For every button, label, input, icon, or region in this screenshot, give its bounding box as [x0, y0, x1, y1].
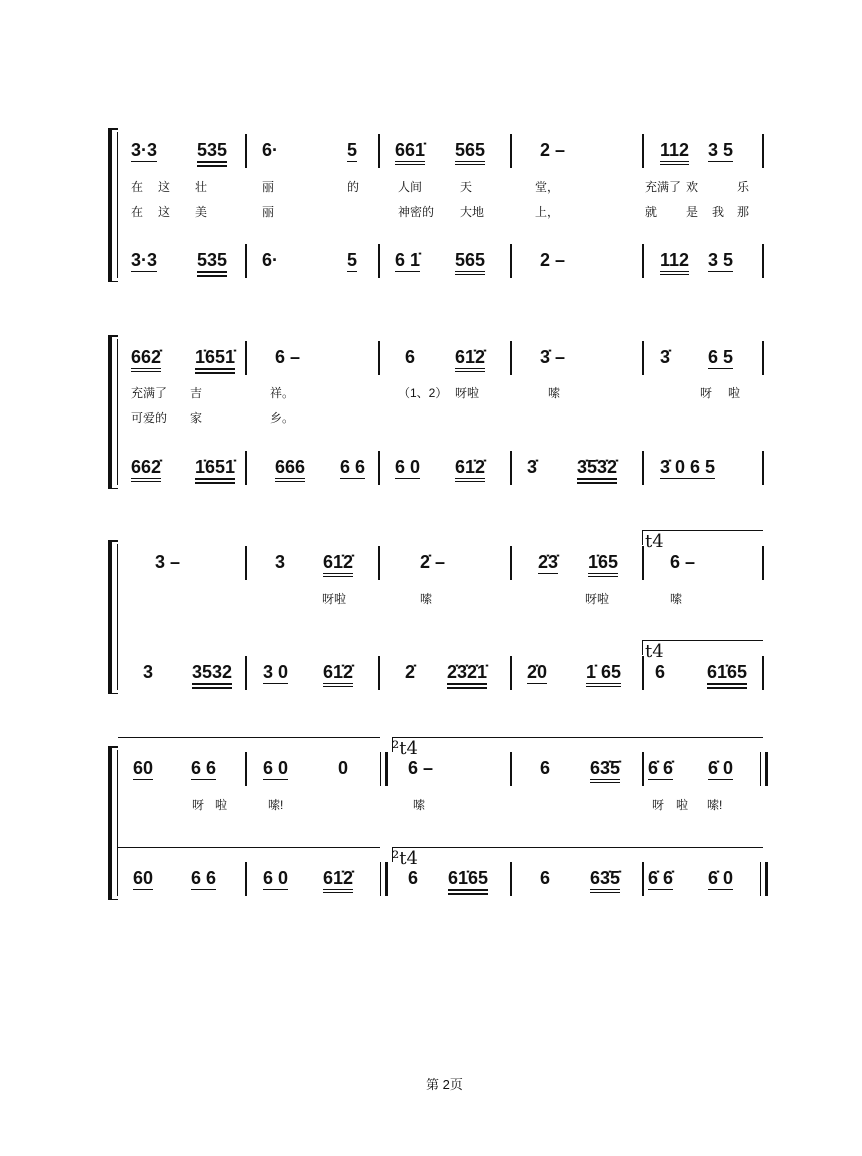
lower-note-group: 6̇ 0	[708, 868, 734, 888]
lyric-verse-1: （1、2）	[398, 386, 448, 400]
lyric-verse-2: 家	[190, 411, 203, 425]
lyric-verse-1: 呀啦	[322, 592, 347, 606]
lower-note-group: 60	[133, 868, 154, 888]
upper-note-group: 565	[455, 140, 485, 165]
lower-note-group: 2̇0	[527, 662, 548, 682]
lower-note-group: 3̇ 0 6 5	[660, 457, 716, 477]
upper-note-group: 3 –	[155, 552, 181, 572]
lower-note-group: 61̇2̇	[323, 662, 353, 687]
lyric-verse-1: 啦	[728, 386, 741, 400]
barline	[245, 862, 247, 896]
lyric-verse-1: 天	[460, 180, 473, 194]
lyric-verse-1: 堂，	[535, 180, 560, 194]
double-barline	[380, 752, 388, 786]
lower-note-group: 1̇ 65	[586, 662, 621, 687]
volta-bracket-second	[392, 847, 763, 862]
system-line	[117, 132, 118, 278]
lyric-verse-1: 这	[158, 180, 171, 194]
lower-note-group: 63̇5̇	[590, 868, 620, 893]
barline	[510, 546, 512, 580]
barline	[510, 862, 512, 896]
lyric-verse-1: 嗦	[413, 798, 426, 812]
double-barline	[760, 752, 768, 786]
lyric-verse-1: 充满了	[131, 386, 168, 400]
lower-note-group: 535	[197, 250, 227, 277]
lower-note-group: 3532	[192, 662, 232, 689]
lower-note-group: 2̇	[405, 662, 416, 682]
lyric-verse-1: 的	[347, 180, 360, 194]
lyric-verse-2: 丽	[262, 205, 275, 219]
lower-note-group: 6 0	[263, 868, 289, 888]
system-bracket	[108, 540, 112, 694]
upper-note-group: 2̇3̇	[538, 552, 559, 572]
barline	[510, 134, 512, 168]
lyric-verse-2: 上，	[535, 205, 560, 219]
upper-note-group: 61̇2̇	[455, 347, 485, 372]
upper-note-group: 2̇ –	[420, 552, 446, 572]
lyric-verse-1: 嗦	[670, 592, 683, 606]
barline	[378, 451, 380, 485]
lower-note-group: 6	[408, 868, 419, 888]
lyric-verse-1: 人间	[398, 180, 423, 194]
upper-note-group: 6̇ 0	[708, 758, 734, 778]
upper-note-group: 6·	[262, 140, 279, 160]
lower-note-group: 3 0	[263, 662, 289, 682]
barline	[378, 546, 380, 580]
lyric-verse-1: 呀	[652, 798, 665, 812]
lower-note-group: 662̇	[131, 457, 161, 482]
lower-note-group: 6	[540, 868, 551, 888]
lower-note-group: 61̇2̇	[323, 868, 353, 893]
barline	[245, 134, 247, 168]
lyric-verse-1: 在	[131, 180, 144, 194]
lower-note-group: 3̇	[527, 457, 538, 477]
lower-note-group: 1̇651̇	[195, 457, 235, 484]
barline	[762, 134, 764, 168]
upper-note-group: 6 6	[191, 758, 217, 778]
barline	[762, 656, 764, 690]
upper-note-group: 1̇65	[588, 552, 618, 577]
lyric-verse-2: 大地	[460, 205, 485, 219]
barline	[642, 656, 644, 690]
upper-note-group: 3·3	[131, 140, 158, 160]
double-barline	[760, 862, 768, 896]
lyric-verse-1: 啦	[676, 798, 689, 812]
barline	[510, 244, 512, 278]
lower-note-group: 3	[143, 662, 154, 682]
volta-bracket-second	[392, 737, 763, 752]
upper-note-group: 1̇651̇	[195, 347, 235, 374]
upper-note-group: 112	[660, 140, 689, 165]
lyric-verse-1: 呀	[192, 798, 205, 812]
upper-note-group: 6	[540, 758, 551, 778]
lower-note-group: 6̇ 6̇	[648, 868, 674, 888]
lyric-verse-1: 祥。	[270, 386, 295, 400]
barline	[510, 752, 512, 786]
barline	[245, 752, 247, 786]
lyric-verse-2: 这	[158, 205, 171, 219]
lower-note-group: 6 6	[340, 457, 366, 477]
barline	[245, 656, 247, 690]
barline	[642, 341, 644, 375]
lower-note-group: 565	[455, 250, 485, 275]
volta-mark-second: ²t4	[392, 848, 418, 869]
upper-note-group: 6 5	[708, 347, 734, 367]
system-bracket	[108, 128, 112, 282]
lower-note-group: 666	[275, 457, 305, 482]
lower-note-group: 6 1̇	[395, 250, 421, 270]
upper-note-group: 63̇5̇	[590, 758, 620, 783]
double-barline	[380, 862, 388, 896]
upper-note-group: 5	[347, 140, 358, 160]
barline	[642, 134, 644, 168]
barline	[510, 341, 512, 375]
lower-note-group: 3̇5̇3̇2̇	[577, 457, 617, 484]
barline	[245, 546, 247, 580]
lower-note-group: 5	[347, 250, 358, 270]
upper-note-group: 3̇ –	[540, 347, 566, 367]
lyric-verse-2: 就	[645, 205, 658, 219]
lower-note-group: 6·	[262, 250, 279, 270]
barline	[510, 656, 512, 690]
lyric-verse-1: 嗦	[420, 592, 433, 606]
barline	[762, 244, 764, 278]
volta-mark-first: t4	[645, 641, 664, 662]
volta-mark-first: t4	[645, 531, 664, 552]
system-line	[117, 750, 118, 896]
barline	[245, 244, 247, 278]
lyric-verse-1: 丽	[262, 180, 275, 194]
lyric-verse-1: 乐	[737, 180, 750, 194]
lyric-verse-2: 乡。	[270, 411, 295, 425]
lower-note-group: 61̇65	[448, 868, 488, 895]
lyric-verse-2: 那	[737, 205, 750, 219]
lyric-verse-1: 吉	[190, 386, 203, 400]
lower-note-group: 3 5	[708, 250, 734, 270]
lyric-verse-1: 啦	[215, 798, 228, 812]
lyric-verse-1: 呀	[700, 386, 713, 400]
upper-note-group: 6 –	[275, 347, 301, 367]
upper-note-group: 535	[197, 140, 227, 167]
barline	[642, 546, 644, 580]
upper-note-group: 661̇	[395, 140, 425, 165]
lyric-verse-1: 充满了	[645, 180, 682, 194]
barline	[642, 862, 644, 896]
lyric-verse-1: 欢	[686, 180, 699, 194]
barline	[378, 134, 380, 168]
upper-note-group: 6 –	[408, 758, 434, 778]
lower-note-group: 2 –	[540, 250, 566, 270]
lower-note-group: 61̇65	[707, 662, 747, 689]
lyric-verse-2: 我	[712, 205, 725, 219]
barline	[378, 341, 380, 375]
lyric-verse-1: 壮	[195, 180, 208, 194]
barline	[378, 244, 380, 278]
upper-note-group: 61̇2̇	[323, 552, 353, 577]
upper-note-group: 6	[405, 347, 416, 367]
lyric-verse-2: 是	[686, 205, 699, 219]
lower-note-group: 2̇3̇2̇1̇	[447, 662, 487, 689]
lower-note-group: 6 6	[191, 868, 217, 888]
upper-note-group: 3̇	[660, 347, 671, 367]
lyric-verse-2: 在	[131, 205, 144, 219]
volta-line	[118, 847, 380, 848]
volta-mark-second: ²t4	[392, 738, 418, 759]
lyric-verse-1: 嗦	[548, 386, 561, 400]
upper-note-group: 3 5	[708, 140, 734, 160]
lower-note-group: 6 0	[395, 457, 421, 477]
barline	[762, 546, 764, 580]
barline	[642, 244, 644, 278]
volta-line	[118, 737, 380, 738]
upper-note-group: 6̇ 6̇	[648, 758, 674, 778]
system-bracket	[108, 335, 112, 489]
barline	[378, 656, 380, 690]
upper-note-group: 0	[338, 758, 349, 778]
barline	[510, 451, 512, 485]
lower-note-group: 3·3	[131, 250, 158, 270]
upper-note-group: 6 0	[263, 758, 289, 778]
barline	[245, 451, 247, 485]
lower-note-group: 61̇2̇	[455, 457, 485, 482]
lyric-verse-2: 美	[195, 205, 208, 219]
lyric-verse-1: 呀啦	[455, 386, 480, 400]
lyric-verse-1: 嗦!	[268, 798, 284, 812]
upper-note-group: 3	[275, 552, 286, 572]
barline	[642, 451, 644, 485]
lyric-verse-1: 呀啦	[585, 592, 610, 606]
lyric-verse-2: 可爱的	[131, 411, 168, 425]
upper-note-group: 60	[133, 758, 154, 778]
barline	[762, 341, 764, 375]
lower-note-group: 6	[655, 662, 666, 682]
lyric-verse-2: 神密的	[398, 205, 435, 219]
barline	[762, 451, 764, 485]
lower-note-group: 112	[660, 250, 689, 275]
upper-note-group: 662̇	[131, 347, 161, 372]
lyric-verse-1: 嗦!	[707, 798, 723, 812]
barline	[642, 752, 644, 786]
barline	[245, 341, 247, 375]
system-line	[117, 339, 118, 485]
system-bracket	[108, 746, 112, 900]
upper-note-group: 6 –	[670, 552, 696, 572]
upper-note-group: 2 –	[540, 140, 566, 160]
page-number: 第 2页	[426, 1077, 463, 1092]
system-line	[117, 544, 118, 690]
